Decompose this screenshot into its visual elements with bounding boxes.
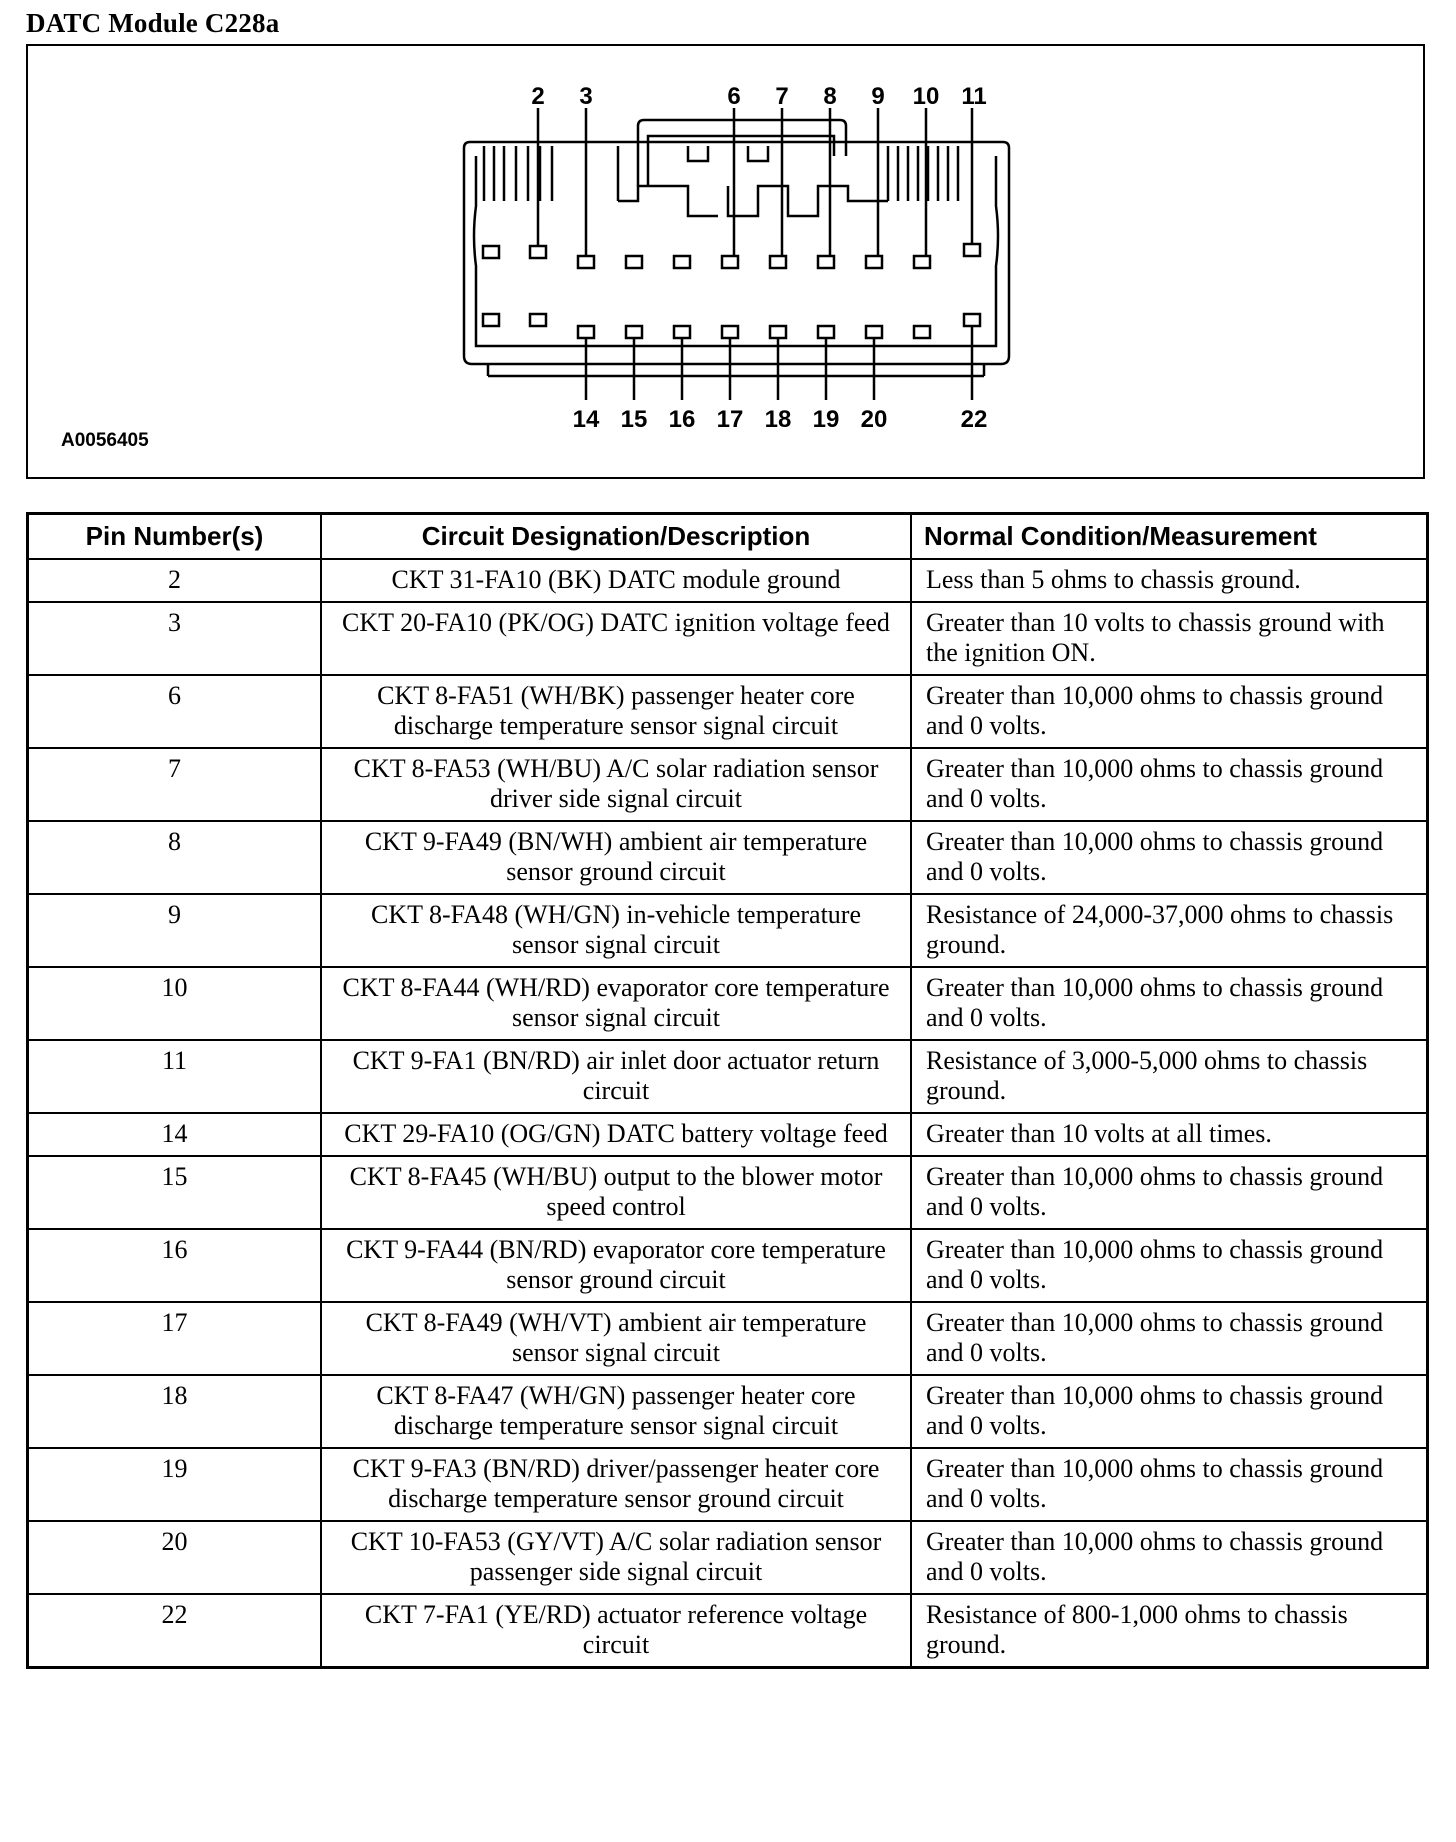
circuit-description: CKT 20-FA10 (PK/OG) DATC ignition voltage feed (321, 602, 911, 675)
circuit-description: CKT 8-FA51 (WH/BK) passenger heater core discharge temperature sensor signal circuit (321, 675, 911, 748)
table-row (28, 748, 1428, 821)
pin-number: 2 (28, 559, 322, 602)
pin-number: 7 (28, 748, 322, 821)
normal-condition: Less than 5 ohms to chassis ground. (911, 559, 1428, 602)
table-row (28, 967, 1428, 1040)
normal-condition: Greater than 10,000 ohms to chassis ground and 0 volts. (911, 1448, 1428, 1521)
table-row (28, 894, 1428, 967)
circuit-description: CKT 8-FA47 (WH/GN) passenger heater core discharge temperature sensor signal circuit (321, 1375, 911, 1448)
table-row (28, 1375, 1428, 1448)
pin-label-top: 2 (531, 83, 545, 110)
column-header-circuit: Circuit Designation/Description (321, 514, 911, 560)
normal-condition: Resistance of 24,000-37,000 ohms to chassis ground. (911, 894, 1428, 967)
normal-condition: Resistance of 3,000-5,000 ohms to chassis ground. (911, 1040, 1428, 1113)
normal-condition: Greater than 10,000 ohms to chassis ground and 0 volts. (911, 1302, 1428, 1375)
page-title: DATC Module C228a (26, 8, 280, 38)
table-row (28, 1594, 1428, 1668)
pin-number: 14 (28, 1113, 322, 1156)
pin-label-top: 10 (912, 83, 940, 110)
normal-condition: Greater than 10,000 ohms to chassis ground and 0 volts. (911, 1156, 1428, 1229)
connector-figure (26, 44, 1425, 479)
circuit-description: CKT 9-FA1 (BN/RD) air inlet door actuator return circuit (321, 1040, 911, 1113)
pin-number: 6 (28, 675, 322, 748)
pin-number: 16 (28, 1229, 322, 1302)
circuit-description: CKT 31-FA10 (BK) DATC module ground (321, 559, 911, 602)
table-row (28, 675, 1428, 748)
pin-number: 3 (28, 602, 322, 675)
column-header-pin: Pin Number(s) (28, 514, 322, 560)
table-row (28, 821, 1428, 894)
normal-condition: Greater than 10,000 ohms to chassis ground and 0 volts. (911, 1229, 1428, 1302)
pin-number: 15 (28, 1156, 322, 1229)
circuit-description: CKT 8-FA49 (WH/VT) ambient air temperature sensor signal circuit (321, 1302, 911, 1375)
pin-label-bottom: 14 (572, 406, 600, 433)
pin-label-bottom: 17 (716, 406, 744, 433)
pin-label-top: 3 (579, 83, 593, 110)
pin-number: 20 (28, 1521, 322, 1594)
normal-condition: Greater than 10 volts at all times. (911, 1113, 1428, 1156)
circuit-description: CKT 7-FA1 (YE/RD) actuator reference voltage circuit (321, 1594, 911, 1668)
pin-label-top: 7 (775, 83, 789, 110)
pin-number: 9 (28, 894, 322, 967)
circuit-description: CKT 8-FA48 (WH/GN) in-vehicle temperature sensor signal circuit (321, 894, 911, 967)
table-row (28, 1113, 1428, 1156)
table-header-row (28, 514, 1428, 560)
normal-condition: Greater than 10 volts to chassis ground with the ignition ON. (911, 602, 1428, 675)
normal-condition: Greater than 10,000 ohms to chassis ground and 0 volts. (911, 748, 1428, 821)
circuit-description: CKT 8-FA44 (WH/RD) evaporator core temperature sensor signal circuit (321, 967, 911, 1040)
pin-label-top: 9 (871, 83, 885, 110)
pin-number: 18 (28, 1375, 322, 1448)
table-row (28, 1302, 1428, 1375)
column-header-condition: Normal Condition/Measurement (911, 514, 1428, 560)
pin-label-bottom: 19 (812, 406, 840, 433)
circuit-description: CKT 29-FA10 (OG/GN) DATC battery voltage feed (321, 1113, 911, 1156)
pin-table (26, 512, 1429, 1669)
table-row (28, 559, 1428, 602)
pin-number: 19 (28, 1448, 322, 1521)
table-row (28, 1040, 1428, 1113)
connector-diagram (28, 46, 1423, 477)
pin-label-top: 11 (961, 83, 987, 110)
normal-condition: Greater than 10,000 ohms to chassis ground and 0 volts. (911, 821, 1428, 894)
circuit-description: CKT 8-FA45 (WH/BU) output to the blower motor speed control (321, 1156, 911, 1229)
circuit-description: CKT 9-FA44 (BN/RD) evaporator core temperature sensor ground circuit (321, 1229, 911, 1302)
pin-label-bottom: 15 (620, 406, 648, 433)
pin-label-bottom: 16 (668, 406, 696, 433)
table-row (28, 1448, 1428, 1521)
normal-condition: Greater than 10,000 ohms to chassis ground and 0 volts. (911, 967, 1428, 1040)
table-row (28, 602, 1428, 675)
circuit-description: CKT 9-FA3 (BN/RD) driver/passenger heater core discharge temperature sensor ground circuit (321, 1448, 911, 1521)
figure-id: A0056405 (61, 430, 149, 451)
table-row (28, 1521, 1428, 1594)
pin-number: 11 (28, 1040, 322, 1113)
circuit-description: CKT 8-FA53 (WH/BU) A/C solar radiation sensor driver side signal circuit (321, 748, 911, 821)
table-row (28, 1229, 1428, 1302)
pin-label-top: 8 (823, 83, 837, 110)
pin-number: 22 (28, 1594, 322, 1668)
normal-condition: Greater than 10,000 ohms to chassis ground and 0 volts. (911, 1521, 1428, 1594)
pin-label-top: 6 (727, 83, 741, 110)
table-row (28, 1156, 1428, 1229)
pin-label-bottom: 18 (764, 406, 792, 433)
circuit-description: CKT 10-FA53 (GY/VT) A/C solar radiation sensor passenger side signal circuit (321, 1521, 911, 1594)
pin-number: 17 (28, 1302, 322, 1375)
normal-condition: Greater than 10,000 ohms to chassis ground and 0 volts. (911, 1375, 1428, 1448)
pin-number: 10 (28, 967, 322, 1040)
normal-condition: Resistance of 800-1,000 ohms to chassis ground. (911, 1594, 1428, 1668)
circuit-description: CKT 9-FA49 (BN/WH) ambient air temperature sensor ground circuit (321, 821, 911, 894)
pin-label-bottom: 20 (860, 406, 888, 433)
pin-number: 8 (28, 821, 322, 894)
pin-label-bottom: 22 (960, 406, 988, 433)
normal-condition: Greater than 10,000 ohms to chassis ground and 0 volts. (911, 675, 1428, 748)
